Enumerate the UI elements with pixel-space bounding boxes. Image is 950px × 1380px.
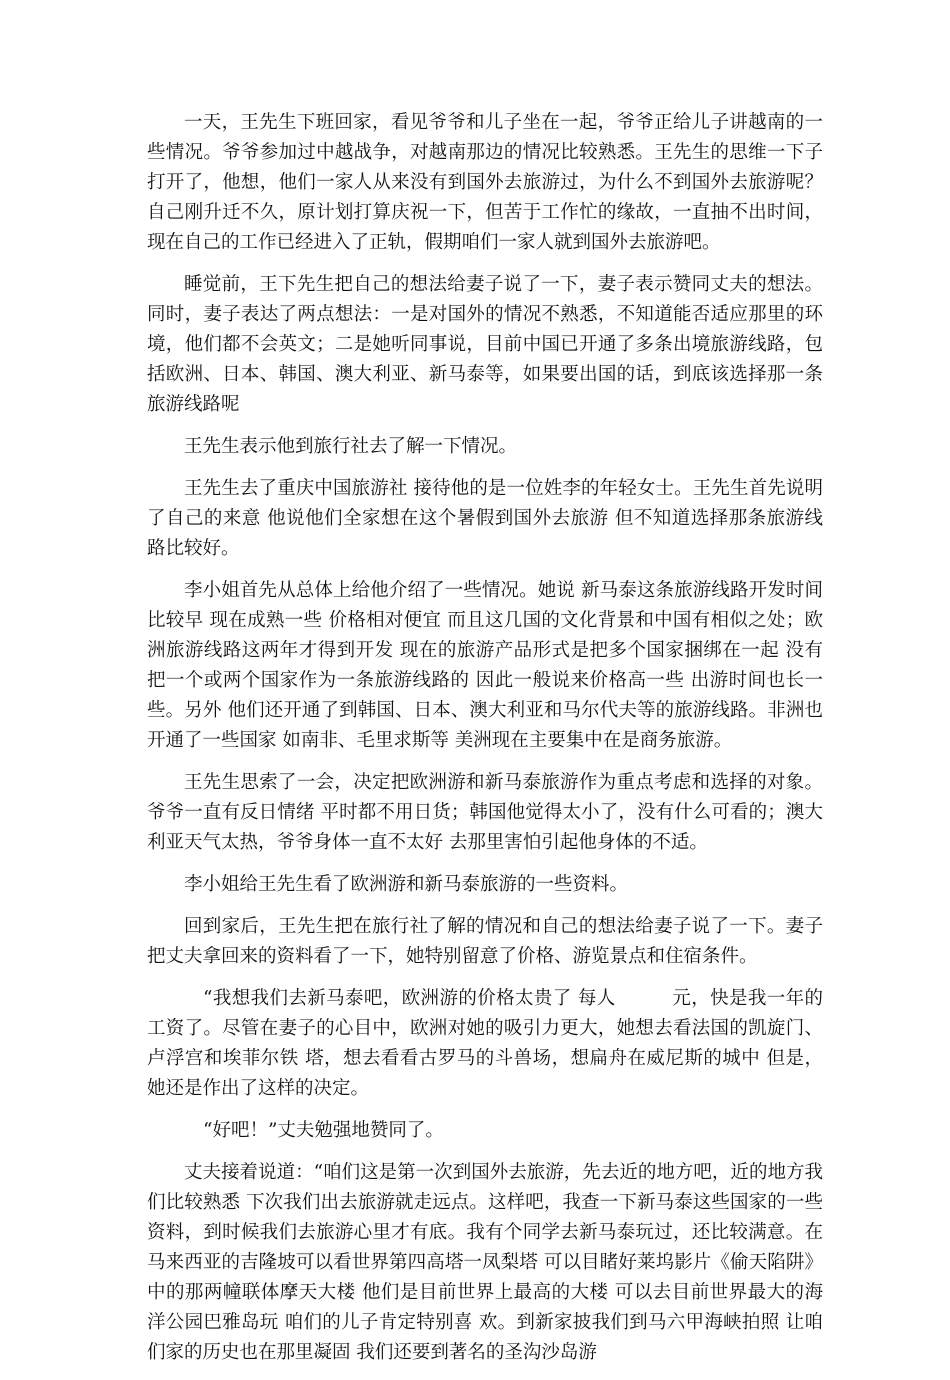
paragraph-2: 睡觉前，王下先生把自己的想法给妻子说了一下，妻子表示赞同丈夫的想法。同时，妻子表达了两点想法：一是对国外的情况不熟悉，不知道能否适应那里的环境，他们都不会英文；二是她听同事说，目前中国已开通了多条出境旅游线路，包括欧洲、日本、韩国、澳大利亚、新马泰等，如果要出国的话，到底该选择那一条旅游线路呢 (147, 274, 823, 415)
document-page (147, 108, 823, 1380)
paragraph-7: 李小姐给王先生看了欧洲游和新马泰旅游的一些资料。 (184, 874, 629, 895)
paragraph-5: 李小姐首先从总体上给他介绍了一些情况。她说 新马泰这条旅游线路开发时间比较早 现在成熟一些 价格相对便宜 而且这几国的文化背景和中国有相似之处；欧洲旅游线路这两年才得到开发 现在的旅游产品形式是把多个国家捆绑在一起 没有把一个或两个国家作为一条旅游线路的 因此一般说来价格高一些 出游时间也长一些。另外 他们还开通了到韩国、日本、澳大利亚和马尔代夫等的旅游线路。非洲也开通了一些国家 如南非、毛里求斯等 美洲现在主要集中在是商务旅游。 (147, 580, 823, 751)
paragraph-1: 一天，王先生下班回家，看见爷爷和儿子坐在一起，爷爷正给儿子讲越南的一些情况。爷爷参加过中越战争，对越南那边的情况比较熟悉。王先生的思维一下子打开了，他想，他们一家人从来没有到国外去旅游过，为什么不到国外去旅游呢？自己刚升迁不久，原计划打算庆祝一下，但苦于工作忙的缘故，一直抽不出时间，现在自己的工作已经进入了正轨，假期咱们一家人就到国外去旅游吧。 (147, 112, 823, 253)
paragraph-9: “我想我们去新马泰吧，欧洲游的价格太贵了 每人 元，快是我一年的工资了。尽管在妻子的心目中，欧洲对她的吸引力更大，她想去看法国的凯旋门、卢浮宫和埃菲尔铁 塔，想去看看古罗马的斗兽场，想扁舟在威尼斯的城中 但是，她还是作出了这样的决定。 (147, 988, 823, 1099)
paragraph-6: 王先生思索了一会，决定把欧洲游和新马泰旅游作为重点考虑和选择的对象。爷爷一直有反日情绪 平时都不用日货；韩国他觉得太小了，没有什么可看的；澳大利亚天气太热，爷爷身体一直不太好 去那里害怕引起他身体的不适。 (147, 772, 823, 853)
paragraph-4: 王先生去了重庆中国旅游社 接待他的是一位姓李的年轻女士。王先生首先说明了自己的来意 他说他们全家想在这个暑假到国外去旅游 但不知道选择那条旅游线路比较好。 (147, 478, 823, 559)
paragraph-11: 丈夫接着说道：“咱们这是第一次到国外去旅游，先去近的地方吧，近的地方我们比较熟悉 下次我们出去旅游就走远点。这样吧，我查一下新马泰这些国家的一些资料，到时候我们去旅游心里才有底。我有个同学去新马泰玩过，还比较满意。在马来西亚的吉隆坡可以看世界第四高塔一凤梨塔 可以目睹好莱坞影片《偷天陷阱》中的那两幢联体摩天大楼 他们是目前世界上最高的大楼 可以去目前世界最大的海洋公园巴雅岛玩 咱们的儿子肯定特别喜 欢。到新家披我们到马六甲海峡拍照 让咱们家的历史也在那里凝固 我们还要到著名的圣沟沙岛游 (147, 1162, 823, 1363)
paragraph-10: “好吧！”丈夫勉强地赞同了。 (203, 1120, 444, 1141)
paragraph-8: 回到家后，王先生把在旅行社了解的情况和自己的想法给妻子说了一下。妻子把丈夫拿回来的资料看了一下，她特别留意了价格、游览景点和住宿条件。 (147, 916, 823, 967)
paragraph-3: 王先生表示他到旅行社去了解一下情况。 (184, 436, 518, 457)
